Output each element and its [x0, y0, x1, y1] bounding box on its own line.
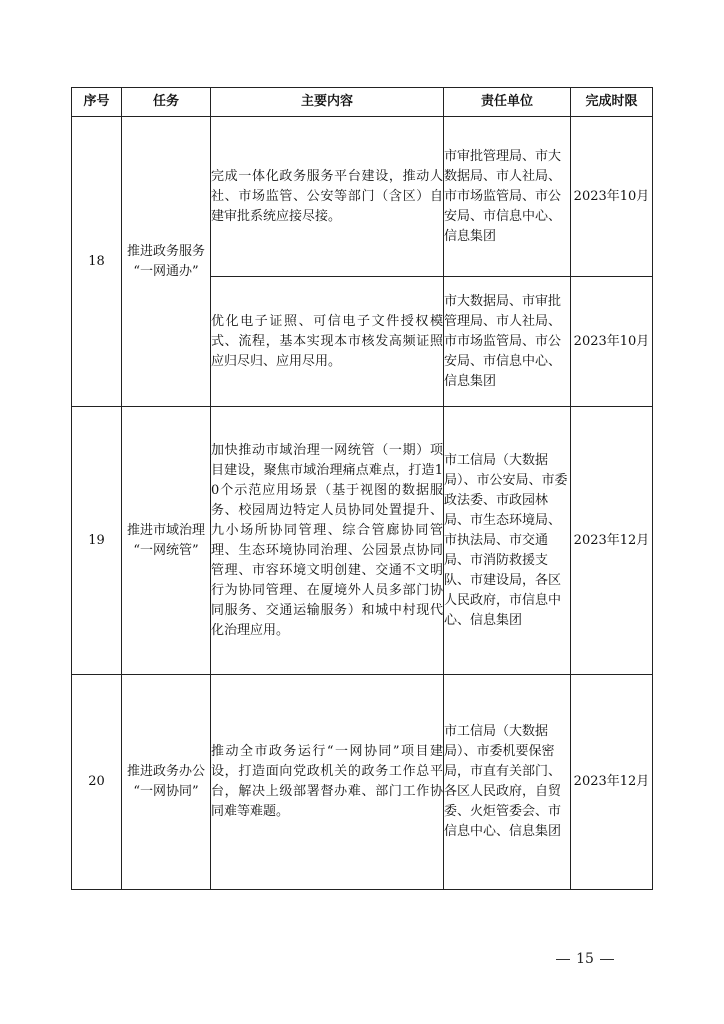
task-number: 19 [72, 407, 122, 675]
task-name [122, 407, 211, 675]
task-name [122, 675, 211, 890]
task-number: 18 [72, 117, 122, 407]
page-number-dash [600, 959, 614, 960]
task-content: 推动全市政务运行“一网协同”项目建设，打造面向党政机关的政务工作总平台，解决上级部署督办难、部门工作协同难等难题。 [211, 675, 444, 890]
page-number-dash [556, 959, 570, 960]
deadline: 2023年10月 [571, 117, 653, 277]
header-content: 主要内容 [211, 88, 444, 117]
task-table [71, 87, 653, 890]
deadline: 2023年10月 [571, 277, 653, 407]
task-name [122, 117, 211, 407]
table-row [72, 407, 653, 675]
task-content: 完成一体化政务服务平台建设，推动人社、市场监管、公安等部门（含区）自建审批系统应接尽接。 [211, 117, 444, 277]
page-number-value: 15 [576, 951, 594, 967]
table-header-row [72, 88, 653, 117]
table-row [72, 117, 653, 277]
responsible-units: 市审批管理局、市大数据局、市人社局、市市场监管局、市公安局、市信息中心、信息集团 [444, 117, 571, 277]
task-content: 优化电子证照、可信电子文件授权模式、流程，基本实现本市核发高频证照应归尽归、应用尽用。 [211, 277, 444, 407]
task-name-line: 推进政务办公 [126, 764, 205, 779]
task-name-line: “一网统管” [133, 542, 199, 558]
task-name-line: “一网通办” [133, 263, 199, 279]
header-deadline: 完成时限 [571, 88, 653, 117]
deadline: 2023年12月 [571, 675, 653, 890]
task-name-line: 推进政务服务 [126, 243, 205, 259]
responsible-units: 市工信局（大数据局）、市公安局、市委政法委、市政园林局、市生态环境局、市执法局、市交通局、市消防救援支队、市建设局，各区人民政府，市信息中心、信息集团 [444, 407, 571, 675]
responsible-units: 市工信局（大数据局）、市委机要保密局，市直有关部门、各区人民政府，自贸委、火炬管委会、市信息中心、信息集团 [444, 675, 571, 890]
page-number [545, 951, 625, 967]
task-number: 20 [72, 675, 122, 890]
task-name-line: “一网协同” [133, 784, 199, 799]
responsible-units: 市大数据局、市审批管理局、市人社局、市市场监管局、市公安局、市信息中心、信息集团 [444, 277, 571, 407]
task-name-line: 推进市域治理 [126, 522, 205, 538]
deadline: 2023年12月 [571, 407, 653, 675]
task-content: 加快推动市域治理一网统管（一期）项目建设，聚焦市域治理痛点难点，打造10个示范应用场景（基于视图的数据服务、校园周边特定人员协同处置提升、九小场所协同管理、综合管廊协同管理、生态环境协同治理、公园景点协同管理、市容环境文明创建、交通不文明行为协同管理、在厦境外人员多部门协同服务、交通运输服务）和城中村现代化治理应用。 [211, 407, 444, 675]
table-row [72, 675, 653, 890]
header-num: 序号 [72, 88, 122, 117]
header-task: 任务 [122, 88, 211, 117]
header-units: 责任单位 [444, 88, 571, 117]
